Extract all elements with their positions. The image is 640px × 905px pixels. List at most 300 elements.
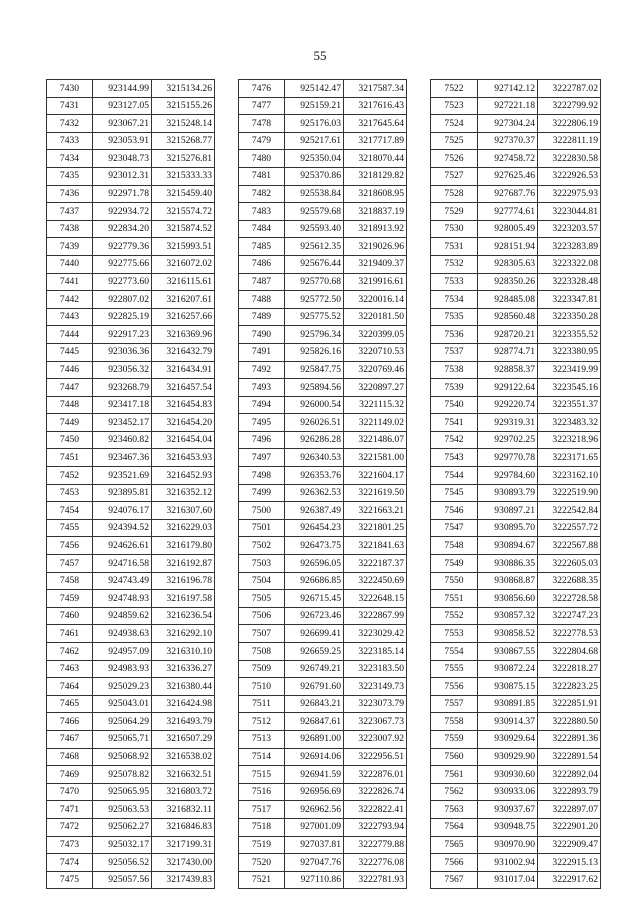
x-coordinate-cell: 922917.23 [93,326,152,344]
x-coordinate-cell: 923056.32 [93,361,152,379]
x-coordinate-cell: 923460.82 [93,431,152,449]
point-number-cell: 7474 [47,854,93,872]
point-number-cell: 7557 [431,695,478,713]
point-number-cell: 7522 [431,80,478,98]
point-number-cell: 7514 [239,748,285,766]
y-coordinate-cell: 3216292.10 [152,625,215,643]
y-coordinate-cell: 3216369.96 [152,326,215,344]
x-coordinate-cell: 926847.61 [285,713,344,731]
table-row [431,871,601,889]
x-coordinate-cell: 927774.61 [478,203,538,221]
table-row [47,255,215,273]
x-coordinate-cell: 923144.99 [93,80,152,98]
point-number-cell: 7521 [239,871,285,889]
point-number-cell: 7513 [239,730,285,748]
point-number-cell: 7560 [431,748,478,766]
x-coordinate-cell: 931017.04 [478,871,538,889]
y-coordinate-cell: 3222891.54 [538,748,601,766]
point-number-cell: 7511 [239,695,285,713]
table-row [431,343,601,361]
y-coordinate-cell: 3222450.69 [344,572,407,590]
y-coordinate-cell: 3221619.50 [344,484,407,502]
y-coordinate-cell: 3222826.74 [344,783,407,801]
point-number-cell: 7447 [47,379,93,397]
x-coordinate-cell: 924748.93 [93,590,152,608]
point-number-cell: 7494 [239,396,285,414]
table-row [239,326,407,344]
table-row [47,871,215,889]
table-row [239,414,407,432]
table-row [239,748,407,766]
point-number-cell: 7460 [47,607,93,625]
y-coordinate-cell: 3215333.33 [152,167,215,185]
table-row [431,467,601,485]
table-row [239,537,407,555]
y-coordinate-cell: 3221841.63 [344,537,407,555]
y-coordinate-cell: 3223283.89 [538,238,601,256]
x-coordinate-cell: 923452.17 [93,414,152,432]
y-coordinate-cell: 3222893.79 [538,783,601,801]
x-coordinate-cell: 923012.31 [93,167,152,185]
x-coordinate-cell: 930930.60 [478,766,538,784]
y-coordinate-cell: 3222779.88 [344,836,407,854]
x-coordinate-cell: 924626.61 [93,537,152,555]
point-number-cell: 7458 [47,572,93,590]
x-coordinate-cell: 930893.79 [478,484,538,502]
y-coordinate-cell: 3222956.51 [344,748,407,766]
y-coordinate-cell: 3220399.05 [344,326,407,344]
y-coordinate-cell: 3215574.72 [152,203,215,221]
y-coordinate-cell: 3220016.14 [344,291,407,309]
table-row [239,238,407,256]
y-coordinate-cell: 3217587.34 [344,80,407,98]
x-coordinate-cell: 927037.81 [285,836,344,854]
table-row [431,783,601,801]
y-coordinate-cell: 3216307.60 [152,502,215,520]
point-number-cell: 7563 [431,801,478,819]
x-coordinate-cell: 924743.49 [93,572,152,590]
table-row [239,590,407,608]
point-number-cell: 7469 [47,766,93,784]
table-row [431,150,601,168]
table-row [47,361,215,379]
point-number-cell: 7462 [47,643,93,661]
x-coordinate-cell: 925894.56 [285,379,344,397]
point-number-cell: 7518 [239,818,285,836]
x-coordinate-cell: 926026.51 [285,414,344,432]
y-coordinate-cell: 3215993.51 [152,238,215,256]
point-number-cell: 7444 [47,326,93,344]
x-coordinate-cell: 926914.06 [285,748,344,766]
table-row [47,766,215,784]
x-coordinate-cell: 928305.63 [478,255,538,273]
point-number-cell: 7545 [431,484,478,502]
x-coordinate-cell: 927001.09 [285,818,344,836]
table-row [47,730,215,748]
y-coordinate-cell: 3217616.43 [344,97,407,115]
x-coordinate-cell: 930933.06 [478,783,538,801]
table-row [239,783,407,801]
table-row [431,660,601,678]
x-coordinate-cell: 925068.92 [93,748,152,766]
x-coordinate-cell: 924983.93 [93,660,152,678]
x-coordinate-cell: 926723.46 [285,607,344,625]
table-row [431,625,601,643]
x-coordinate-cell: 925043.01 [93,695,152,713]
point-number-cell: 7565 [431,836,478,854]
table-row [431,537,601,555]
y-coordinate-cell: 3222793.94 [344,818,407,836]
x-coordinate-cell: 929702.25 [478,431,538,449]
point-number-cell: 7438 [47,220,93,238]
x-coordinate-cell: 930868.87 [478,572,538,590]
point-number-cell: 7481 [239,167,285,185]
point-number-cell: 7502 [239,537,285,555]
y-coordinate-cell: 3221581.00 [344,449,407,467]
table-row [47,132,215,150]
y-coordinate-cell: 3222915.13 [538,854,601,872]
table-row [47,396,215,414]
x-coordinate-cell: 926686.85 [285,572,344,590]
x-coordinate-cell: 930857.32 [478,607,538,625]
point-number-cell: 7542 [431,431,478,449]
point-number-cell: 7430 [47,80,93,98]
point-number-cell: 7436 [47,185,93,203]
table-row [47,115,215,133]
table-row [47,590,215,608]
x-coordinate-cell: 930886.35 [478,555,538,573]
y-coordinate-cell: 3222811.19 [538,132,601,150]
point-number-cell: 7465 [47,695,93,713]
x-coordinate-cell: 923053.91 [93,132,152,150]
point-number-cell: 7531 [431,238,478,256]
table-row [239,836,407,854]
x-coordinate-cell: 922775.66 [93,255,152,273]
point-number-cell: 7553 [431,625,478,643]
table-row [239,97,407,115]
y-coordinate-cell: 3218913.92 [344,220,407,238]
y-coordinate-cell: 3223007.92 [344,730,407,748]
point-number-cell: 7546 [431,502,478,520]
x-coordinate-cell: 929122.64 [478,379,538,397]
table-row [239,291,407,309]
table-row [47,678,215,696]
point-number-cell: 7450 [47,431,93,449]
point-number-cell: 7433 [47,132,93,150]
point-number-cell: 7507 [239,625,285,643]
y-coordinate-cell: 3222818.27 [538,660,601,678]
point-number-cell: 7467 [47,730,93,748]
y-coordinate-cell: 3223419.99 [538,361,601,379]
table-row [47,308,215,326]
table-row [47,502,215,520]
y-coordinate-cell: 3223044.81 [538,203,601,221]
y-coordinate-cell: 3221663.21 [344,502,407,520]
table-row [431,748,601,766]
x-coordinate-cell: 929220.74 [478,396,538,414]
y-coordinate-cell: 3223183.50 [344,660,407,678]
table-row [431,238,601,256]
table-row [47,660,215,678]
table-row [239,132,407,150]
point-number-cell: 7457 [47,555,93,573]
x-coordinate-cell: 930895.70 [478,519,538,537]
x-coordinate-cell: 928485.08 [478,291,538,309]
point-number-cell: 7435 [47,167,93,185]
table-row [47,695,215,713]
table-row [239,625,407,643]
x-coordinate-cell: 928005.49 [478,220,538,238]
table-row [431,326,601,344]
table-row [239,572,407,590]
y-coordinate-cell: 3222823.25 [538,678,601,696]
point-number-cell: 7486 [239,255,285,273]
point-number-cell: 7485 [239,238,285,256]
point-number-cell: 7505 [239,590,285,608]
table-row [239,502,407,520]
x-coordinate-cell: 926473.75 [285,537,344,555]
point-number-cell: 7463 [47,660,93,678]
table-row [431,695,601,713]
x-coordinate-cell: 927370.37 [478,132,538,150]
x-coordinate-cell: 930970.90 [478,836,538,854]
point-number-cell: 7540 [431,396,478,414]
y-coordinate-cell: 3222897.07 [538,801,601,819]
x-coordinate-cell: 925370.86 [285,167,344,185]
table-row [239,150,407,168]
table-row [239,220,407,238]
table-row [239,379,407,397]
x-coordinate-cell: 925142.47 [285,80,344,98]
x-coordinate-cell: 925826.16 [285,343,344,361]
table-row [431,431,601,449]
table-row [431,818,601,836]
y-coordinate-cell: 3219916.61 [344,273,407,291]
point-number-cell: 7446 [47,361,93,379]
y-coordinate-cell: 3221115.32 [344,396,407,414]
point-number-cell: 7434 [47,150,93,168]
table-row [239,185,407,203]
y-coordinate-cell: 3222917.62 [538,871,601,889]
point-number-cell: 7537 [431,343,478,361]
point-number-cell: 7451 [47,449,93,467]
table-row [47,273,215,291]
table-row [431,572,601,590]
point-number-cell: 7551 [431,590,478,608]
point-number-cell: 7493 [239,379,285,397]
table-row [239,431,407,449]
x-coordinate-cell: 930894.67 [478,537,538,555]
y-coordinate-cell: 3216115.61 [152,273,215,291]
y-coordinate-cell: 3222605.03 [538,555,601,573]
table-row [431,273,601,291]
x-coordinate-cell: 923048.73 [93,150,152,168]
x-coordinate-cell: 930875.15 [478,678,538,696]
point-number-cell: 7498 [239,467,285,485]
point-number-cell: 7520 [239,854,285,872]
y-coordinate-cell: 3215268.77 [152,132,215,150]
y-coordinate-cell: 3222557.72 [538,519,601,537]
table-row [239,818,407,836]
point-number-cell: 7437 [47,203,93,221]
table-row [47,537,215,555]
y-coordinate-cell: 3216507.29 [152,730,215,748]
y-coordinate-cell: 3216454.04 [152,431,215,449]
table-row [47,467,215,485]
y-coordinate-cell: 3220710.53 [344,343,407,361]
y-coordinate-cell: 3222926.53 [538,167,601,185]
y-coordinate-cell: 3221604.17 [344,467,407,485]
point-number-cell: 7532 [431,255,478,273]
y-coordinate-cell: 3223347.81 [538,291,601,309]
table-row [47,854,215,872]
table-row [47,607,215,625]
y-coordinate-cell: 3223551.37 [538,396,601,414]
table-row [47,238,215,256]
y-coordinate-cell: 3216192.87 [152,555,215,573]
table-row [431,361,601,379]
x-coordinate-cell: 925065.95 [93,783,152,801]
table-row [431,590,601,608]
point-number-cell: 7491 [239,343,285,361]
x-coordinate-cell: 925064.29 [93,713,152,731]
table-row [239,854,407,872]
y-coordinate-cell: 3216434.91 [152,361,215,379]
table-row [47,431,215,449]
y-coordinate-cell: 3216457.54 [152,379,215,397]
y-coordinate-cell: 3217439.83 [152,871,215,889]
y-coordinate-cell: 3216336.27 [152,660,215,678]
point-number-cell: 7534 [431,291,478,309]
point-number-cell: 7517 [239,801,285,819]
y-coordinate-cell: 3217645.64 [344,115,407,133]
x-coordinate-cell: 922825.19 [93,308,152,326]
table-row [431,555,601,573]
table-row [239,607,407,625]
x-coordinate-cell: 925676.44 [285,255,344,273]
y-coordinate-cell: 3216832.11 [152,801,215,819]
page-number: 55 [313,48,327,63]
x-coordinate-cell: 926659.25 [285,643,344,661]
point-number-cell: 7538 [431,361,478,379]
x-coordinate-cell: 928858.37 [478,361,538,379]
point-number-cell: 7490 [239,326,285,344]
point-number-cell: 7440 [47,255,93,273]
x-coordinate-cell: 929319.31 [478,414,538,432]
point-number-cell: 7561 [431,766,478,784]
y-coordinate-cell: 3222787.02 [538,80,601,98]
x-coordinate-cell: 930858.52 [478,625,538,643]
x-coordinate-cell: 927458.72 [478,150,538,168]
point-number-cell: 7535 [431,308,478,326]
point-number-cell: 7431 [47,97,93,115]
table-row [431,519,601,537]
x-coordinate-cell: 922779.36 [93,238,152,256]
table-row [239,801,407,819]
y-coordinate-cell: 3223328.48 [538,273,601,291]
x-coordinate-cell: 925772.50 [285,291,344,309]
table-row [47,343,215,361]
point-number-cell: 7516 [239,783,285,801]
x-coordinate-cell: 924076.17 [93,502,152,520]
y-coordinate-cell: 3216179.80 [152,537,215,555]
y-coordinate-cell: 3222804.68 [538,643,601,661]
point-number-cell: 7525 [431,132,478,150]
x-coordinate-cell: 923268.79 [93,379,152,397]
point-number-cell: 7556 [431,678,478,696]
point-number-cell: 7468 [47,748,93,766]
table-row [47,185,215,203]
table-row [47,801,215,819]
y-coordinate-cell: 3222909.47 [538,836,601,854]
x-coordinate-cell: 925593.40 [285,220,344,238]
x-coordinate-cell: 926749.21 [285,660,344,678]
point-number-cell: 7508 [239,643,285,661]
x-coordinate-cell: 927110.86 [285,871,344,889]
y-coordinate-cell: 3222892.04 [538,766,601,784]
table-row [431,502,601,520]
table-row [239,167,407,185]
x-coordinate-cell: 924394.52 [93,519,152,537]
point-number-cell: 7482 [239,185,285,203]
x-coordinate-cell: 925770.68 [285,273,344,291]
y-coordinate-cell: 3222975.93 [538,185,601,203]
x-coordinate-cell: 930872.24 [478,660,538,678]
x-coordinate-cell: 922807.02 [93,291,152,309]
x-coordinate-cell: 927142.12 [478,80,538,98]
point-number-cell: 7544 [431,467,478,485]
y-coordinate-cell: 3220897.27 [344,379,407,397]
y-coordinate-cell: 3215134.26 [152,80,215,98]
point-number-cell: 7476 [239,80,285,98]
point-number-cell: 7472 [47,818,93,836]
x-coordinate-cell: 930914.37 [478,713,538,731]
x-coordinate-cell: 930929.64 [478,730,538,748]
table-row [47,484,215,502]
point-number-cell: 7504 [239,572,285,590]
point-number-cell: 7471 [47,801,93,819]
y-coordinate-cell: 3216310.10 [152,643,215,661]
point-number-cell: 7492 [239,361,285,379]
y-coordinate-cell: 3216454.83 [152,396,215,414]
point-number-cell: 7499 [239,484,285,502]
point-number-cell: 7528 [431,185,478,203]
table-row [47,203,215,221]
x-coordinate-cell: 926286.28 [285,431,344,449]
point-number-cell: 7506 [239,607,285,625]
point-number-cell: 7470 [47,783,93,801]
y-coordinate-cell: 3223029.42 [344,625,407,643]
point-number-cell: 7495 [239,414,285,432]
y-coordinate-cell: 3216257.66 [152,308,215,326]
y-coordinate-cell: 3216632.51 [152,766,215,784]
point-number-cell: 7479 [239,132,285,150]
y-coordinate-cell: 3222851.91 [538,695,601,713]
table-row [239,519,407,537]
y-coordinate-cell: 3219026.96 [344,238,407,256]
x-coordinate-cell: 922773.60 [93,273,152,291]
x-coordinate-cell: 928560.48 [478,308,538,326]
x-coordinate-cell: 924859.62 [93,607,152,625]
coordinates-table-1 [46,79,215,889]
y-coordinate-cell: 3223149.73 [344,678,407,696]
y-coordinate-cell: 3222728.58 [538,590,601,608]
table-row [47,713,215,731]
x-coordinate-cell: 929770.78 [478,449,538,467]
table-row [431,185,601,203]
x-coordinate-cell: 927304.24 [478,115,538,133]
point-number-cell: 7509 [239,660,285,678]
